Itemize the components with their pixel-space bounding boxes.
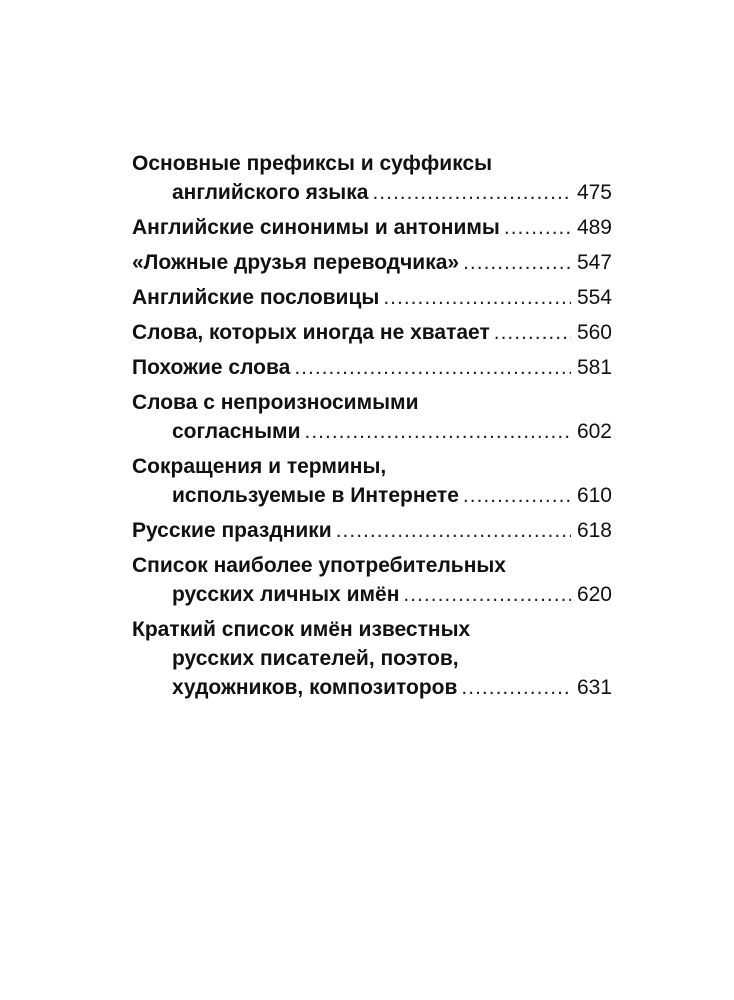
toc-page-number: 489: [576, 216, 612, 239]
toc-entry[interactable]: [132, 615, 612, 702]
dot-leader: [504, 213, 571, 242]
toc-entry[interactable]: [132, 283, 612, 312]
toc-entry-title-line: русских личных имён: [172, 583, 400, 606]
toc-entry-title-line: Список наиболее употребительных: [132, 554, 506, 577]
toc-entry-title-line: Похожие слова: [132, 356, 291, 379]
dot-leader: [294, 353, 571, 382]
toc-entry[interactable]: [132, 516, 612, 545]
toc-entry[interactable]: [132, 248, 612, 277]
toc-entry[interactable]: [132, 551, 612, 609]
toc-page-number: 475: [576, 181, 612, 204]
toc-entry-title-line: используемые в Интернете: [172, 484, 459, 507]
dot-leader: [383, 283, 571, 312]
toc-page-number: 620: [576, 583, 612, 606]
toc-entry[interactable]: [132, 388, 612, 446]
toc-page-number: 547: [576, 251, 612, 274]
toc-page-number: 610: [576, 484, 612, 507]
toc-page-number: 554: [576, 286, 612, 309]
toc-entry[interactable]: [132, 318, 612, 347]
toc-entry[interactable]: [132, 149, 612, 207]
toc-entry-title-line: согласными: [172, 420, 301, 443]
toc-entry-title-line: Сокращения и термины,: [132, 455, 387, 478]
dot-leader: [403, 580, 571, 609]
toc-entry-title-line: «Ложные друзья переводчика»: [132, 251, 460, 274]
dot-leader: [494, 318, 571, 347]
dot-leader: [305, 417, 571, 446]
toc-page-number: 602: [576, 420, 612, 443]
toc-page-number: 618: [576, 519, 612, 542]
toc-entry-title-line: Краткий список имён известных: [132, 618, 471, 641]
dot-leader: [336, 516, 571, 545]
toc-page-number: 560: [576, 321, 612, 344]
toc-entry[interactable]: [132, 213, 612, 242]
toc-entry-title-line: Английские синонимы и антонимы: [132, 216, 500, 239]
toc-page-number: 581: [576, 356, 612, 379]
table-of-contents: [132, 149, 612, 708]
dot-leader: [372, 178, 571, 207]
toc-entry-title-line: художников, композиторов: [172, 676, 458, 699]
toc-entry-title-line: Русские праздники: [132, 519, 332, 542]
dot-leader: [463, 481, 571, 510]
dot-leader: [461, 673, 571, 702]
toc-entry[interactable]: [132, 452, 612, 510]
toc-page-number: 631: [576, 676, 612, 699]
dot-leader: [463, 248, 571, 277]
toc-entry-title-line: русских писателей, поэтов,: [172, 647, 459, 670]
toc-entry-title-line: английского языка: [172, 181, 369, 204]
toc-entry-title-line: Слова, которых иногда не хватает: [132, 321, 490, 344]
toc-entry-title-line: Слова с непроизносимыми: [132, 391, 419, 414]
toc-entry[interactable]: [132, 353, 612, 382]
toc-entry-title-line: Основные префиксы и суффиксы: [132, 152, 493, 175]
toc-entry-title-line: Английские пословицы: [132, 286, 380, 309]
